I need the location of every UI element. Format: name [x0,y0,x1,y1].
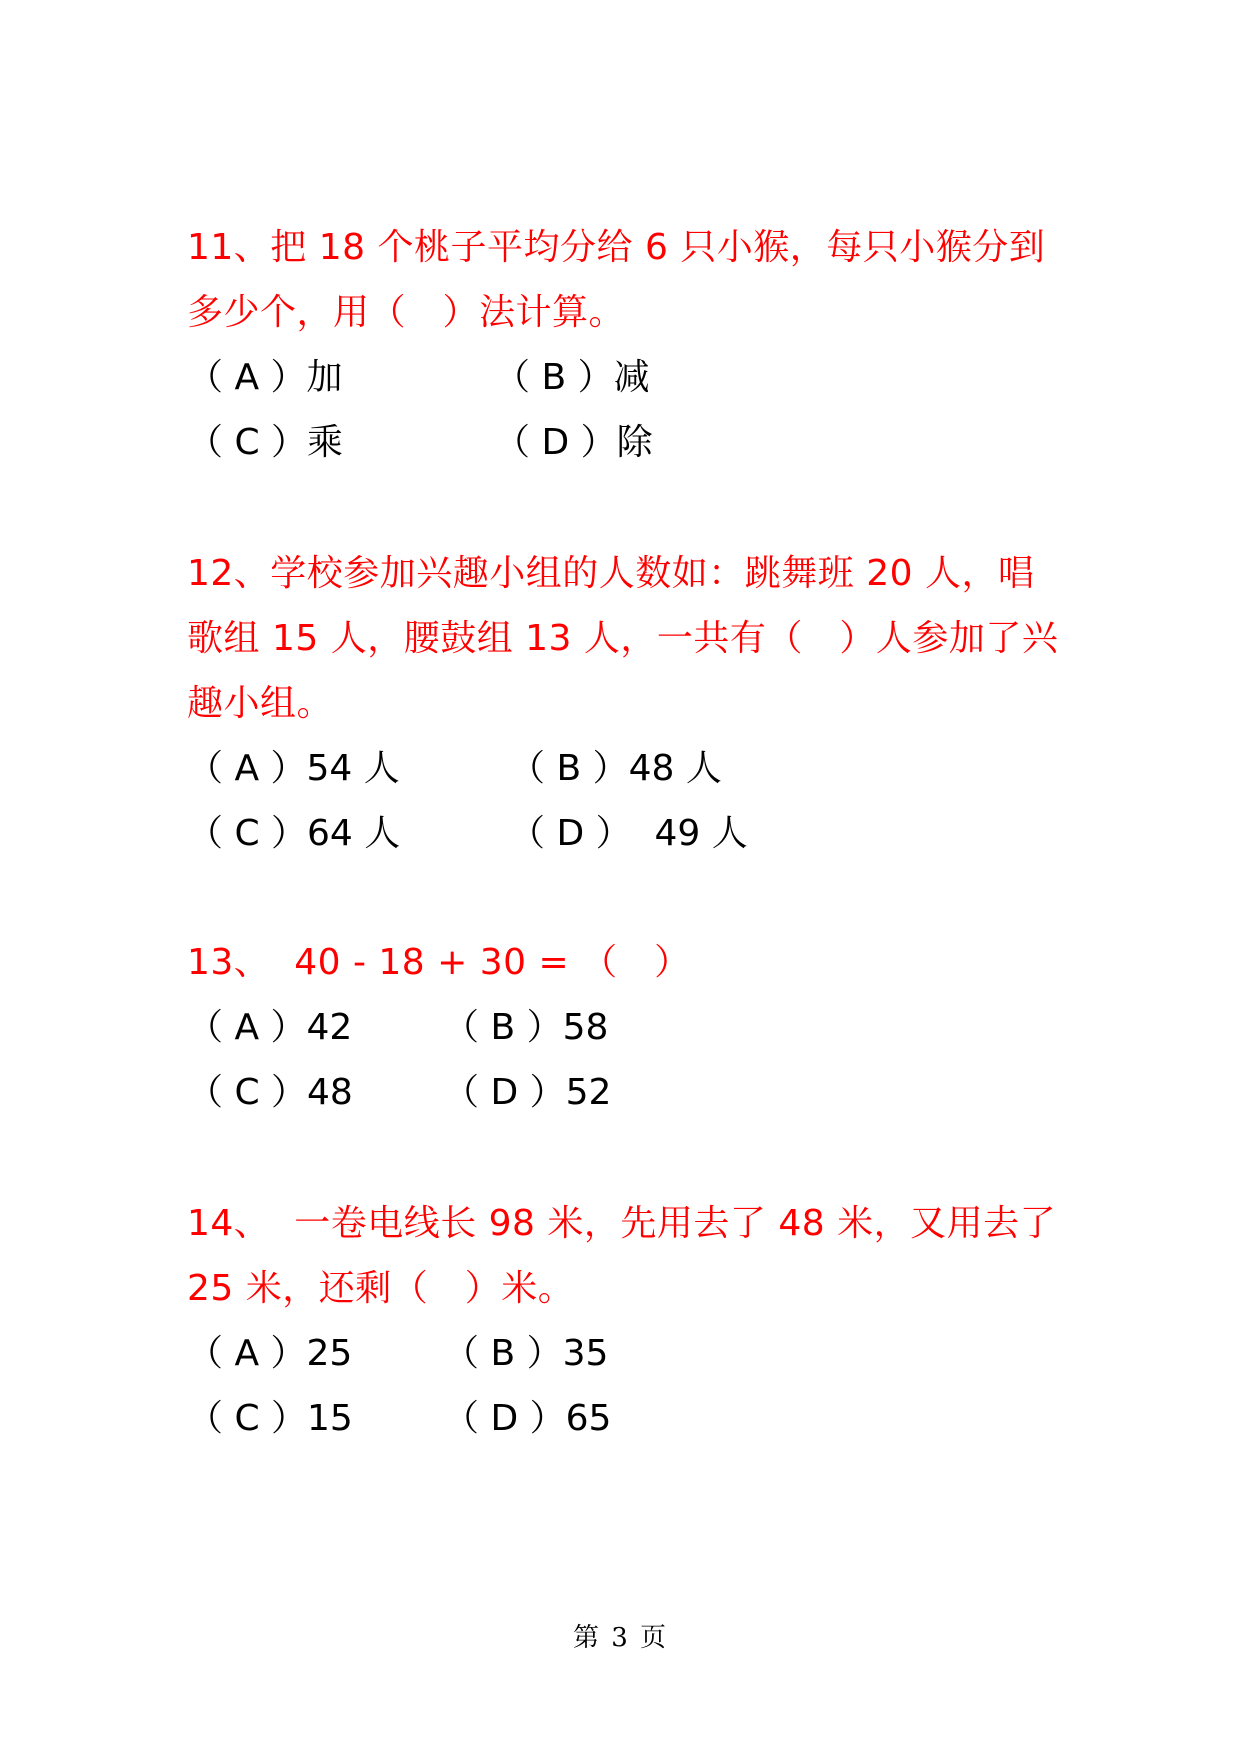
option-a: （ A ）25 [187,1333,353,1374]
option-b: （ B ）减 [494,357,650,398]
page-number: 第 3 页 [572,1623,669,1653]
option-a: （ A ）54 人 [187,748,400,789]
question-13 [187,930,1067,1125]
option-d: （ D ）52 [443,1072,612,1113]
options-row [187,345,1067,410]
option-b: （ B ）35 [443,1333,609,1374]
question-text: 12、学校参加兴趣小组的人数如：跳舞班 20 人，唱歌组 15 人，腰鼓组 13 人，一共有（ ）人参加了兴趣小组。 [187,553,1059,724]
option-a: （ A ）42 [187,1007,353,1048]
question-12 [187,541,1067,866]
option-a: （ A ）加 [187,357,343,398]
options-row [187,1060,1067,1125]
options-row [187,801,1067,866]
option-b: （ B ）48 人 [509,748,722,789]
options-row [187,1321,1067,1386]
options-row [187,1386,1067,1451]
question-11 [187,215,1067,475]
question-text: 11、把 18 个桃子平均分给 6 只小猴，每只小猴分到多少个，用（ ）法计算。 [187,227,1046,333]
question-text: 14、 一卷电线长 98 米，先用去了 48 米，又用去了 25 米，还剩（ ）米。 [187,1203,1069,1309]
question-text: 13、 40 - 18 + 30 = （ ） [187,942,691,983]
options-row [187,410,1067,475]
option-c: （ C ）乘 [187,422,344,463]
option-d: （ D ）65 [443,1398,612,1439]
options-row [187,736,1067,801]
option-b: （ B ）58 [443,1007,609,1048]
option-c: （ C ）64 人 [187,813,401,854]
option-d: （ D ） 49 人 [509,813,748,854]
option-c: （ C ）15 [187,1398,353,1439]
option-d: （ D ）除 [494,422,653,463]
option-c: （ C ）48 [187,1072,353,1113]
question-14 [187,1191,1067,1451]
options-row [187,995,1067,1060]
